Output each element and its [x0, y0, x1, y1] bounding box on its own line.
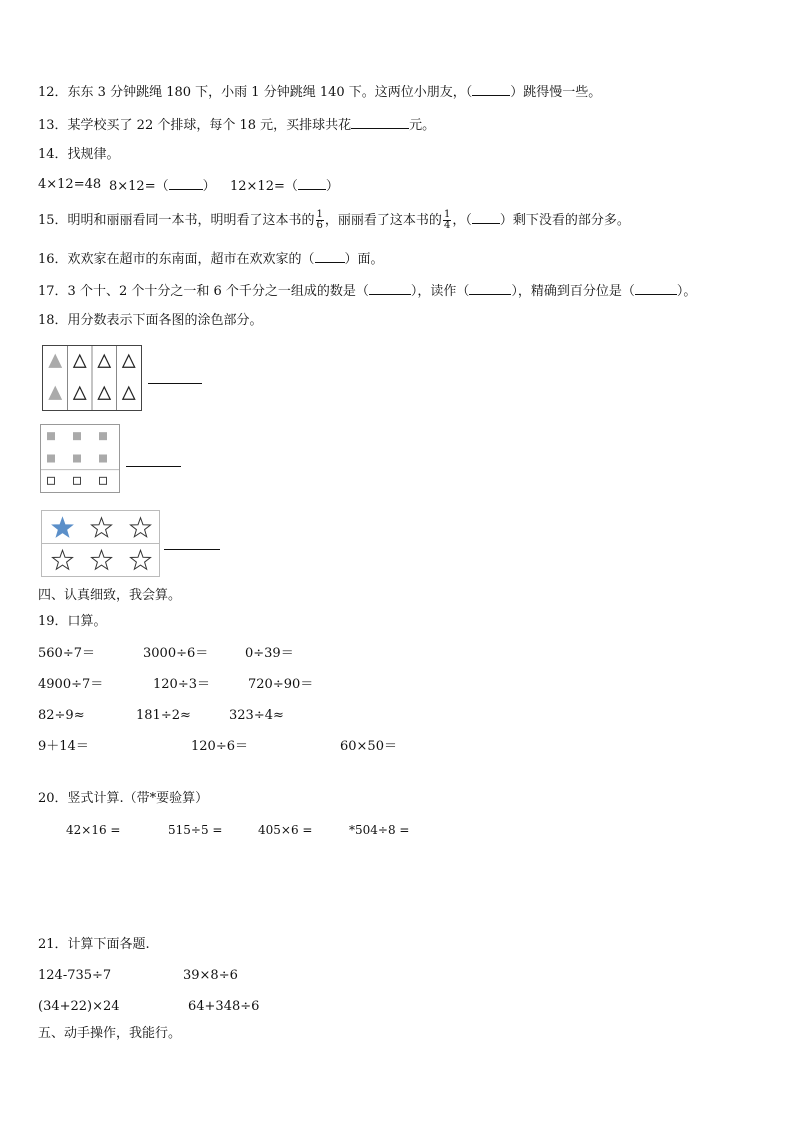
answer-blank[interactable] [351, 115, 409, 129]
question-17: 17．3 个十、2 个十分之一和 6 个千分之一组成的数是（ ），读作（ ），精确到百分位是（ ）。 [38, 281, 696, 301]
star-icon [92, 518, 112, 537]
q19-item: 181÷2≈ [136, 708, 191, 723]
answer-blank[interactable] [472, 210, 500, 224]
shaded-triangle-icon [49, 355, 61, 367]
question-15: 15．明明和丽丽看同一本书，明明看了这本书的 $\frac{1}{6}$ ，丽丽看了这本书的 $\frac{1}{4}$ ，（ ）剩下没看的部分多。 [38, 209, 630, 231]
question-21-title: 21．计算下面各题. [38, 937, 150, 952]
star-icon [131, 518, 151, 537]
star-grid-svg [42, 511, 159, 576]
square-grid-figure [40, 424, 120, 493]
square-icon [48, 477, 55, 484]
q19-item: 3000÷6＝ [143, 646, 209, 661]
answer-blank[interactable] [369, 281, 411, 295]
q19-item: 60×50＝ [340, 739, 397, 754]
answer-blank[interactable] [298, 176, 326, 190]
triangle-icon [74, 355, 86, 367]
triangle-grid-svg [43, 346, 141, 410]
section-4-heading: 四、认真细致，我会算。 [38, 588, 182, 603]
q19-item: 0÷39＝ [245, 646, 294, 661]
shaded-square-icon [100, 455, 107, 462]
q19-item: 560÷7＝ [38, 646, 95, 661]
q19-item: 4900÷7＝ [38, 677, 104, 692]
q20-item: *504÷8 = [349, 823, 410, 837]
star-grid-figure [41, 510, 160, 577]
q19-item: 720÷90＝ [248, 677, 314, 692]
fraction-one-sixth: $\frac{1}{6}$ [316, 209, 323, 231]
answer-blank[interactable] [635, 281, 677, 295]
answer-blank[interactable] [472, 82, 510, 96]
fraction-one-quarter: $\frac{1}{4}$ [443, 209, 451, 231]
q20-item: 42×16 = [66, 823, 121, 837]
question-14-title: 14．找规律。 [38, 147, 120, 162]
triangle-icon [123, 387, 135, 399]
shaded-square-icon [74, 455, 81, 462]
q14-expr-2: 8×12=（ ） [109, 176, 216, 196]
shaded-square-icon [48, 433, 55, 440]
shaded-square-icon [74, 433, 81, 440]
answer-line-squares[interactable] [126, 466, 181, 467]
shaded-triangle-icon [49, 387, 61, 399]
star-icon [131, 550, 151, 569]
triangle-grid-figure [42, 345, 142, 411]
question-20-title: 20．竖式计算.（带*要验算） [38, 791, 209, 806]
q19-item: 323÷4≈ [229, 708, 284, 723]
filled-star-icon [53, 518, 73, 537]
q19-item: 82÷9≈ [38, 708, 85, 723]
question-18-title: 18．用分数表示下面各图的涂色部分。 [38, 313, 263, 328]
q14-expr-1: 4×12=48 [38, 177, 102, 192]
q19-item: 9＋14＝ [38, 739, 89, 754]
q19-item: 120÷3＝ [153, 677, 210, 692]
q21-item: 64+348÷6 [188, 999, 260, 1014]
shaded-square-icon [48, 455, 55, 462]
q19-item: 120÷6＝ [191, 739, 248, 754]
q14-expr-3: 12×12=（ ） [230, 176, 339, 196]
triangle-icon [98, 355, 110, 367]
triangle-icon [74, 387, 86, 399]
square-grid-svg [41, 425, 119, 492]
q21-item: 39×8÷6 [183, 968, 238, 983]
triangle-icon [98, 387, 110, 399]
star-icon [92, 550, 112, 569]
section-5-heading: 五、动手操作，我能行。 [38, 1026, 182, 1041]
answer-line-triangles[interactable] [148, 383, 202, 384]
question-12: 12．东东 3 分钟跳绳 180 下，小雨 1 分钟跳绳 140 下。这两位小朋友，（ ）跳得慢一些。 [38, 82, 601, 102]
answer-blank[interactable] [169, 176, 203, 190]
question-13: 13．某学校买了 22 个排球，每个 18 元，买排球共花 元。 [38, 115, 435, 135]
square-icon [74, 477, 81, 484]
star-icon [53, 550, 73, 569]
question-16: 16．欢欢家在超市的东南面，超市在欢欢家的（ ）面。 [38, 249, 384, 269]
triangle-icon [123, 355, 135, 367]
q20-item: 515÷5 = [168, 823, 223, 837]
question-19-title: 19．口算。 [38, 614, 107, 629]
shaded-square-icon [100, 433, 107, 440]
answer-blank[interactable] [469, 281, 511, 295]
answer-blank[interactable] [315, 249, 345, 263]
square-icon [100, 477, 107, 484]
answer-line-stars[interactable] [164, 549, 220, 550]
q20-item: 405×6 = [258, 823, 313, 837]
q21-item: (34+22)×24 [38, 999, 120, 1014]
q21-item: 124-735÷7 [38, 968, 112, 983]
